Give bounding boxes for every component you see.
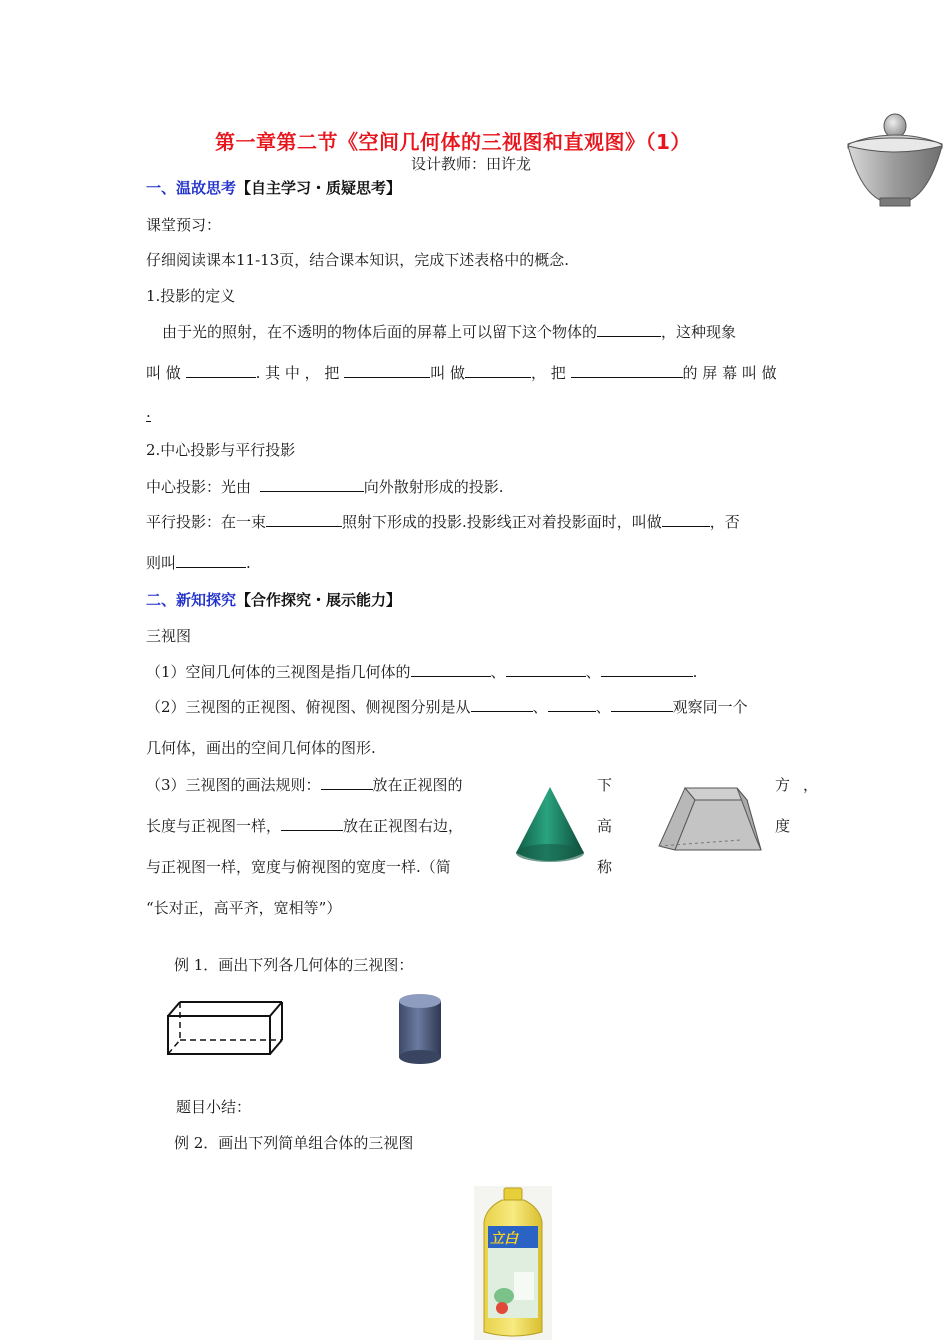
p1-text: （1）空间几何体的三视图是指几何体的	[146, 663, 411, 681]
parallel-text-b: 照射下形成的投影.投影线正对着投影面时，叫做	[342, 513, 662, 531]
three-view-point-two	[146, 696, 748, 717]
p2-sep: 、	[595, 698, 611, 716]
p3-text-a: （3）三视图的画法规则：	[146, 776, 321, 794]
answer-blank[interactable]	[186, 363, 256, 378]
p3-char-comma: ，	[803, 776, 819, 794]
rectangular-prism-image	[164, 998, 290, 1060]
q1-text-d: . 其 中 ， 把	[255, 364, 340, 382]
q1-text-f: ， 把	[530, 364, 566, 382]
q1-text-g: 的 屏 幕 叫 做	[682, 364, 777, 382]
example-two: 例 2．画出下列简单组合体的三视图	[174, 1134, 414, 1152]
three-view-point-one	[146, 661, 697, 682]
question-one-title: 1.投影的定义	[146, 287, 236, 305]
p2-text-b: 观察同一个	[672, 698, 748, 716]
cone-image	[512, 783, 588, 869]
preview-label: 课堂预习：	[146, 216, 222, 234]
bottle-drawing	[474, 1186, 552, 1340]
parallel-text-a: 平行投影：在一束	[146, 513, 267, 531]
central-text-a: 中心投影：光由	[146, 478, 252, 496]
p1-end: .	[692, 663, 698, 681]
section-two-heading	[146, 589, 401, 610]
answer-blank[interactable]	[601, 662, 693, 677]
example-one: 例 1．画出下列各几何体的三视图：	[174, 956, 414, 974]
answer-blank[interactable]	[411, 662, 491, 677]
answer-blank[interactable]	[506, 662, 586, 677]
question-two-title: 2.中心投影与平行投影	[146, 441, 296, 459]
p3-char-xia: 下	[597, 776, 613, 794]
answer-blank[interactable]	[321, 775, 373, 790]
page-title: 第一章第二节《空间几何体的三视图和直观图》（1）	[215, 130, 691, 154]
central-projection-line	[146, 476, 504, 497]
teacher-line: 设计教师：田许龙	[411, 155, 532, 173]
q1-text-h: .	[146, 403, 151, 421]
three-view-subtitle: 三视图	[146, 627, 192, 645]
parallel-text-c: ，否	[709, 513, 740, 531]
parallel-projection-line	[146, 511, 740, 532]
three-view-point-two-cont: 几何体，画出的空间几何体的图形.	[146, 739, 376, 757]
section-one-number: 一、温故思考	[146, 179, 237, 197]
three-view-point-three-b	[146, 815, 463, 836]
q1-text-e: 叫 做	[430, 364, 465, 382]
p1-sep: 、	[490, 663, 506, 681]
q1-text-c: 叫 做	[146, 364, 181, 382]
answer-blank[interactable]	[260, 477, 364, 492]
detergent-bottle-image	[474, 1186, 552, 1340]
answer-blank[interactable]	[176, 553, 246, 568]
cylinder-image	[396, 992, 444, 1066]
p3-char-du: 度	[775, 817, 791, 835]
p3-text-b: 放在正视图的	[372, 776, 463, 794]
parallel-text-d: 则叫	[146, 554, 177, 572]
p3-text-d: 放在正视图右边，	[343, 817, 464, 835]
p2-sep: 、	[532, 698, 548, 716]
answer-blank[interactable]	[571, 363, 683, 378]
reading-instruction: 仔细阅读课本11-13页，结合课本知识，完成下述表格中的概念.	[146, 251, 570, 269]
parallel-text-e: .	[246, 554, 251, 572]
answer-blank[interactable]	[281, 816, 343, 831]
frustum-image	[655, 784, 767, 854]
p3-char-fang: 方	[775, 776, 791, 794]
p3-text-c: 长度与正视图一样，	[146, 817, 282, 835]
p3-char-gao: 高	[597, 817, 613, 835]
section-two-tag: 【合作探究・展示能力】	[236, 591, 402, 609]
parallel-projection-line-two	[146, 552, 251, 573]
answer-blank[interactable]	[548, 697, 596, 712]
p1-sep: 、	[585, 663, 601, 681]
p2-text: （2）三视图的正视图、俯视图、侧视图分别是从	[146, 698, 471, 716]
answer-blank[interactable]	[344, 363, 430, 378]
section-two-number: 二、新知探究	[146, 591, 237, 609]
three-view-point-three-a	[146, 774, 463, 795]
answer-blank[interactable]	[465, 363, 531, 378]
answer-blank[interactable]	[611, 697, 673, 712]
question-one-line-three	[146, 403, 151, 421]
covered-bowl-image	[840, 108, 948, 212]
q1-text-b: ，这种现象	[661, 323, 737, 341]
answer-blank[interactable]	[597, 322, 661, 337]
answer-blank[interactable]	[471, 697, 533, 712]
section-one-tag: 【自主学习・质疑思考】	[236, 179, 402, 197]
q1-text-a: 由于光的照射，在不透明的物体后面的屏幕上可以留下这个物体的	[162, 323, 598, 341]
problem-summary: 题目小结：	[176, 1098, 252, 1116]
bottle-brand-label: 立白	[490, 1231, 518, 1247]
p3-char-cheng: 称	[597, 858, 613, 876]
question-one-line-one	[162, 321, 736, 342]
three-view-mnemonic: “长对正，高平齐，宽相等”）	[146, 899, 342, 917]
three-view-point-three-c: 与正视图一样，宽度与俯视图的宽度一样.（简	[146, 858, 451, 876]
answer-blank[interactable]	[662, 512, 710, 527]
question-one-line-two	[146, 362, 777, 383]
section-one-heading	[146, 177, 401, 198]
answer-blank[interactable]	[266, 512, 342, 527]
central-text-b: 向外散射形成的投影.	[363, 478, 504, 496]
